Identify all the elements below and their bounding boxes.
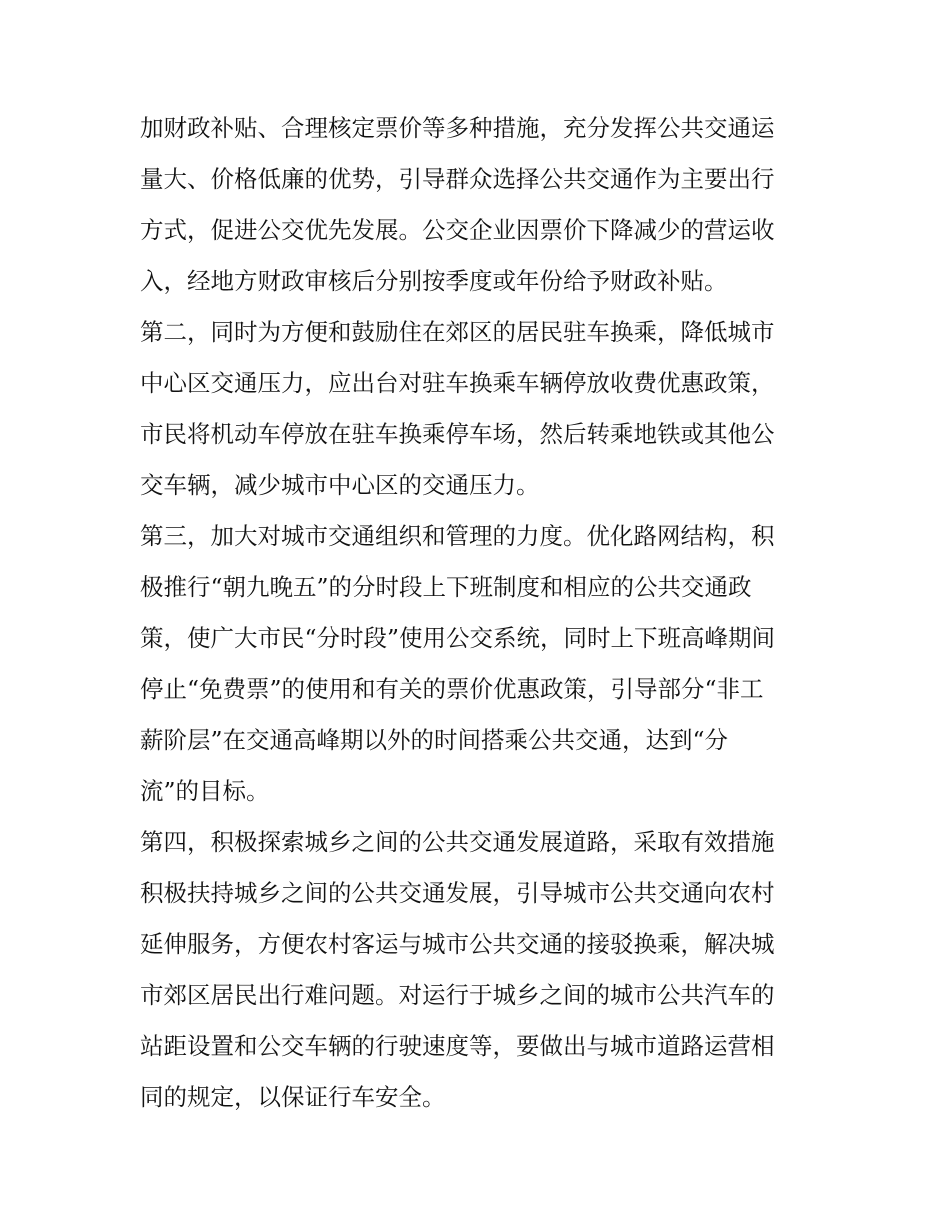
text-line: 市民将机动车停放在驻车换乘停车场，然后转乘地铁或其他公 <box>140 420 775 448</box>
text-line: 薪阶层”在交通高峰期以外的时间搭乘公共交通，达到“分 <box>140 726 729 754</box>
text-line: 第三，加大对城市交通组织和管理的力度。优化路网结构，积 <box>140 522 775 550</box>
text-line: 同的规定，以保证行车安全。 <box>140 1083 446 1111</box>
text-line: 延伸服务，方便农村客运与城市公共交通的接驳换乘，解决城 <box>140 930 775 958</box>
text-line: 加财政补贴、合理核定票价等多种措施，充分发挥公共交通运 <box>140 114 775 142</box>
text-line: 方式，促进公交优先发展。公交企业因票价下降减少的营运收 <box>140 216 775 244</box>
text-line: 第二，同时为方便和鼓励住在郊区的居民驻车换乘，降低城市 <box>140 318 775 346</box>
text-line: 流”的目标。 <box>140 777 270 805</box>
text-line: 第四，积极探索城乡之间的公共交通发展道路，采取有效措施 <box>140 828 775 856</box>
body-text <box>140 103 820 1123</box>
text-line: 站距设置和公交车辆的行驶速度等，要做出与城市道路运营相 <box>140 1032 775 1060</box>
text-line: 停止“免费票”的使用和有关的票价优惠政策，引导部分“非工 <box>140 675 764 703</box>
text-line: 入，经地方财政审核后分别按季度或年份给予财政补贴。 <box>140 267 728 295</box>
text-line: 策，使广大市民“分时段”使用公交系统，同时上下班高峰期间 <box>140 624 776 652</box>
text-line: 量大、价格低廉的优势，引导群众选择公共交通作为主要出行 <box>140 165 775 193</box>
text-line: 市郊区居民出行难问题。对运行于城乡之间的城市公共汽车的 <box>140 981 775 1009</box>
text-line: 中心区交通压力，应出台对驻车换乘车辆停放收费优惠政策， <box>140 369 775 397</box>
text-line: 极推行“朝九晚五”的分时段上下班制度和相应的公共交通政 <box>140 573 752 601</box>
text-line: 交车辆，减少城市中心区的交通压力。 <box>140 471 540 499</box>
text-line: 积极扶持城乡之间的公共交通发展，引导城市公共交通向农村 <box>140 879 775 907</box>
